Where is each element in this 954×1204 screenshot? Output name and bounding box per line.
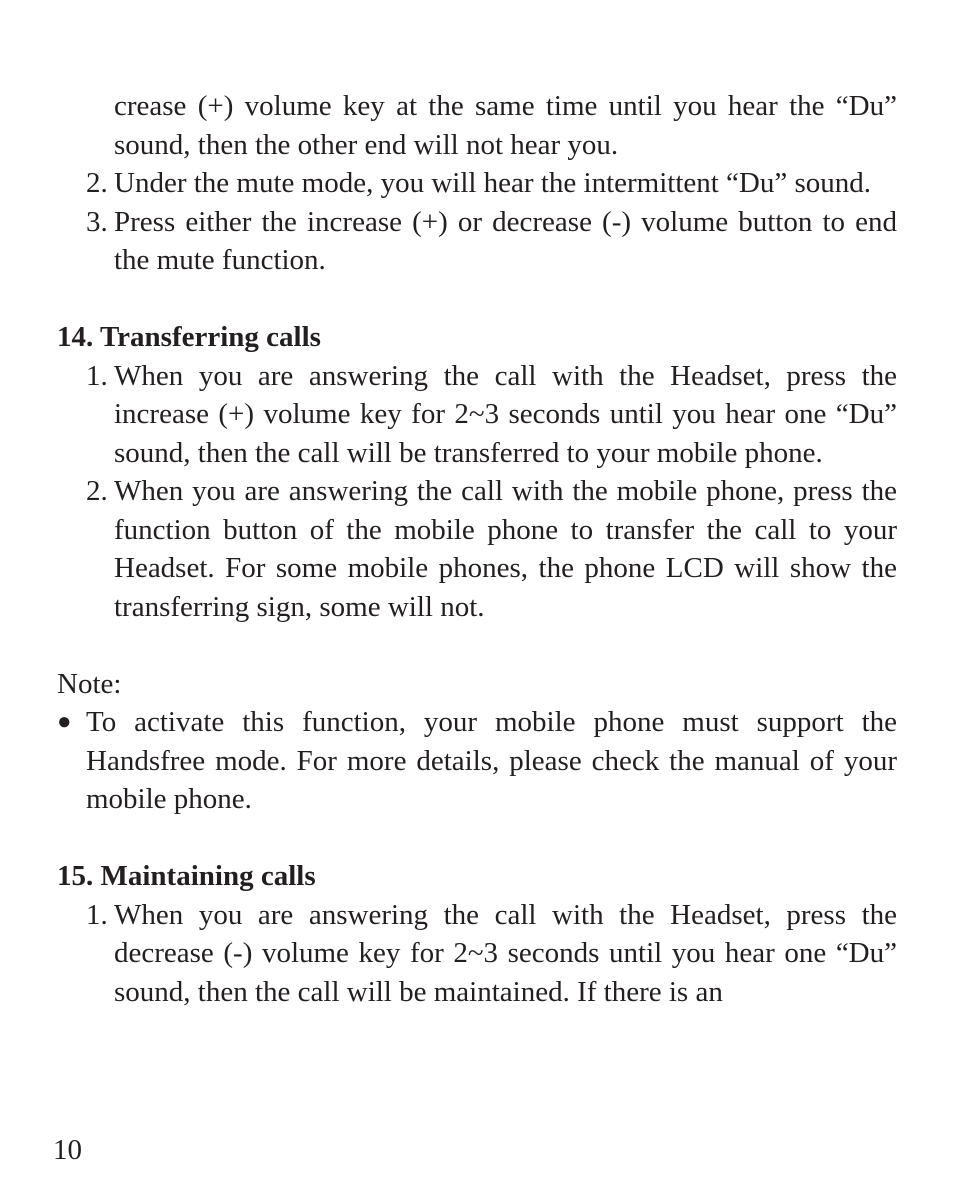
maintain-item-1 <box>57 896 897 1012</box>
item-number: 2. <box>86 167 108 199</box>
item-number: 3. <box>86 205 108 238</box>
section-heading-transferring-calls: 14. Transferring calls <box>57 321 321 353</box>
note-label: Note: <box>57 667 122 700</box>
transfer-item-2 <box>57 472 897 626</box>
item-number: 1. <box>86 359 108 392</box>
spacer <box>57 626 897 665</box>
item-number: 2. <box>86 475 108 507</box>
spacer <box>57 819 897 858</box>
item-text: Under the mute mode, you will hear the intermittent “Du” sound. <box>114 167 872 199</box>
item-text: When you are answering the call with the mobile phone, press the function button of the mobile phone to transfer the call to your Headset. For some mobile phones, the phone LCD will show the transferring sign, some will not. <box>114 475 897 623</box>
note-text: To activate this function, your mobile phone must support the Handsfree mode. For more details, please check the manual of your mobile phone. <box>86 706 897 815</box>
bullet-icon: ● <box>57 709 72 735</box>
mute-item-2 <box>57 164 897 203</box>
page-content <box>57 87 897 1011</box>
continued-paragraph: crease (+) volume key at the same time until you hear the “Du” sound, then the other end will not hear you. <box>114 90 897 161</box>
page-number: 10 <box>53 1134 82 1166</box>
item-text: When you are answering the call with the Headset, press the decrease (-) volume key for 2~3 seconds until you hear one “Du” sound, then the call will be maintained. If there is an <box>114 898 897 1008</box>
spacer <box>57 280 897 319</box>
item-text: When you are answering the call with the Headset, press the increase (+) volume key for 2~3 seconds until you hear one “Du” sound, then the call will be transferred to your mobile phone. <box>114 359 897 469</box>
note-bullet <box>57 703 897 819</box>
item-number: 1. <box>86 898 108 931</box>
transfer-item-1 <box>57 357 897 473</box>
section-heading-maintaining-calls: 15. Maintaining calls <box>57 860 316 892</box>
mute-item-3 <box>57 203 897 280</box>
item-text: Press either the increase (+) or decrease (-) volume button to end the mute function. <box>114 205 897 276</box>
